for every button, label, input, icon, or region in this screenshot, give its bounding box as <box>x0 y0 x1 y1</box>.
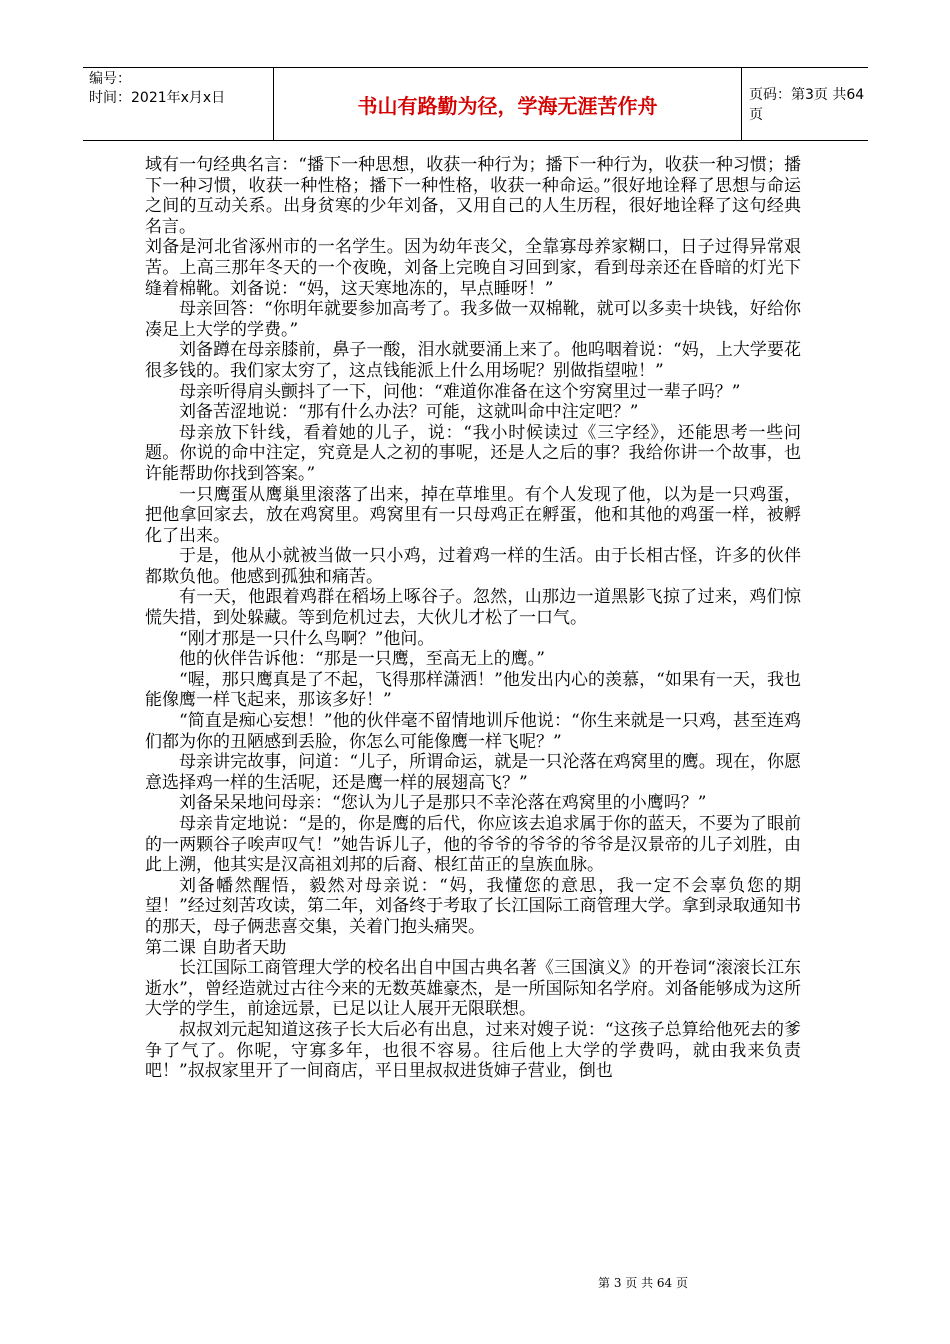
paragraph: “简直是痴心妄想！”他的伙伴毫不留情地训斥他说：“你生来就是一只鸡，甚至连鸡们都为你的丑陋感到丢脸，你怎么可能像鹰一样飞呢？” <box>145 711 801 752</box>
paragraph: 母亲肯定地说：“是的，你是鹰的后代，你应该去追求属于你的蓝天，不要为了眼前的一两颗谷子唉声叹气！”她告诉儿子，他的爷爷的爷爷的爷爷是汉景帝的儿子刘胜，由此上溯，他其实是汉高祖刘邦的后裔、根红苗正的皇族血脉。 <box>145 814 801 876</box>
paragraph: 叔叔刘元起知道这孩子长大后必有出息，过来对嫂子说：“这孩子总算给他死去的爹争了气了。你呢，守寡多年，也很不容易。往后他上大学的学费吗，就由我来负责吧！”叔叔家里开了一间商店，平日里叔叔进货婶子营业，倒也 <box>145 1019 801 1082</box>
header-number-label: 编号： <box>89 71 131 87</box>
paragraph: 第二课 自助者天助 <box>145 937 287 958</box>
paragraph: 刘备苦涩地说：“那有什么办法？可能，这就叫命中注定吧？” <box>179 402 639 423</box>
paragraph: 有一天，他跟着鸡群在稻场上啄谷子。忽然，山那边一道黑影飞掠了过来，鸡们惊慌失措，到处躲藏。等到危机过去，大伙儿才松了一口气。 <box>145 587 801 629</box>
paragraph: 刘备幡然醒悟，毅然对母亲说：“妈，我懂您的意思，我一定不会辜负您的期望！”经过刻苦攻读，第二年，刘备终于考取了长江国际工商管理大学。拿到录取通知书的那天，母子俩悲喜交集，关着门抱头痛哭。 <box>145 875 801 937</box>
paragraph: 刘备蹲在母亲膝前，鼻子一酸，泪水就要涌上来了。他呜咽着说：“妈，上大学要花很多钱的。我们家太穷了，这点钱能派上什么用场呢？别做指望啦！” <box>145 340 801 381</box>
header-page-info: 页码：第3页 共64页 <box>749 87 865 123</box>
header-time-label: 时间：2021年x月x日 <box>89 90 226 106</box>
paragraph: 域有一句经典名言：“播下一种思想，收获一种行为；播下一种行为，收获一种习惯；播下一种习惯，收获一种性格；播下一种性格，收获一种命运。”很好地诠释了思想与命运之间的互动关系。出身贫寒的少年刘备，又用自己的人生历程，很好地诠释了这句经典名言。 <box>145 155 801 237</box>
paragraph: 母亲讲完故事，问道：“儿子，所谓命运，就是一只沦落在鸡窝里的鹰。现在，你愿意选择鸡一样的生活呢，还是鹰一样的展翅高飞？” <box>145 752 801 793</box>
document-body <box>145 155 801 1082</box>
page-header <box>83 67 868 141</box>
paragraph: 母亲回答：“你明年就要参加高考了。我多做一双棉靴，就可以多卖十块钱，好给你凑足上大学的学费。” <box>145 299 801 340</box>
paragraph: 长江国际工商管理大学的校名出自中国古典名著《三国演义》的开卷词“滚滚长江东逝水”，曾经造就过古往今来的无数英雄豪杰，是一所国际知名学府。刘备能够成为这所大学的学生，前途远景，已足以让人展开无限联想。 <box>145 958 801 1020</box>
header-meta <box>89 70 269 108</box>
paragraph: 母亲听得肩头颤抖了一下，问他：“难道你准备在这个穷窝里过一辈子吗？” <box>179 381 741 402</box>
paragraph: 一只鹰蛋从鹰巢里滚落了出来，掉在草堆里。有个人发现了他，以为是一只鸡蛋，把他拿回家去，放在鸡窝里。鸡窝里有一只母鸡正在孵蛋，他和其他的鸡蛋一样，被孵化了出来。 <box>145 484 801 546</box>
paragraph: 于是，他从小就被当做一只小鸡，过着鸡一样的生活。由于长相古怪，许多的伙伴都欺负他。他感到孤独和痛苦。 <box>145 546 801 587</box>
paragraph: “刚才那是一只什么鸟啊？”他问。 <box>179 628 435 649</box>
paragraph: 他的伙伴告诉他：“那是一只鹰，至高无上的鹰。” <box>179 649 545 670</box>
page-footer: 第 3 页 共 64 页 <box>598 1276 688 1290</box>
paragraph: 母亲放下针线，看着她的儿子，说：“我小时候读过《三字经》，还能思考一些问题。你说的命中注定，究竟是人之初的事呢，还是人之后的事？我给你讲一个故事，也许能帮助你找到答案。” <box>145 422 801 484</box>
header-motto: 书山有路勤为径，学海无涯苦作舟 <box>273 68 742 140</box>
paragraph: 刘备是河北省涿州市的一名学生。因为幼年丧父，全靠寡母养家糊口，日子过得异常艰苦。上高三那年冬天的一个夜晚，刘备上完晚自习回到家，看到母亲还在昏暗的灯光下缝着棉靴。刘备说：“妈，这天寒地冻的，早点睡呀！” <box>145 237 801 299</box>
paragraph: “喔，那只鹰真是了不起，飞得那样潇洒！”他发出内心的羡慕，“如果有一天，我也能像鹰一样飞起来，那该多好！” <box>145 669 801 711</box>
paragraph: 刘备呆呆地问母亲：“您认为儿子是那只不幸沦落在鸡窝里的小鹰吗？” <box>179 793 707 814</box>
